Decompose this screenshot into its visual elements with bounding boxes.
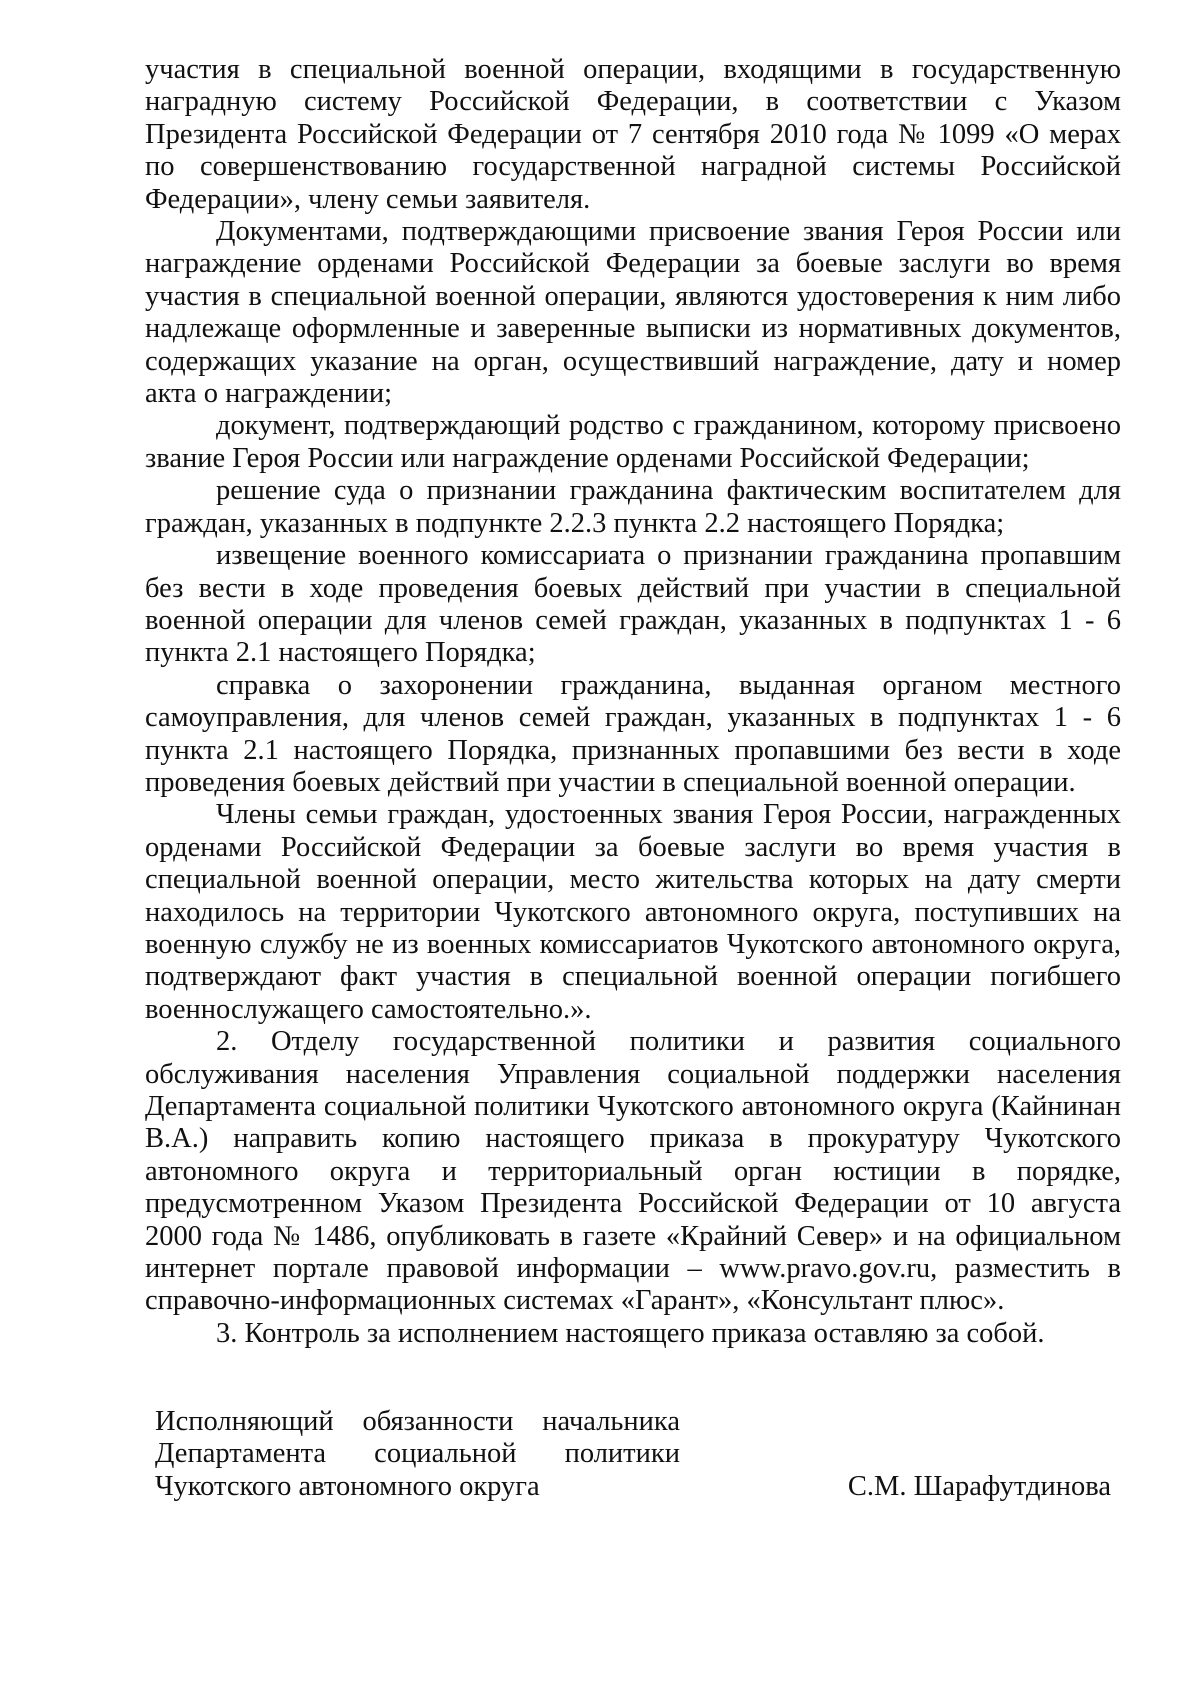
paragraph-missing-notice: извещение военного комиссариата о признании гражданина пропавшим без вести в ходе проведения боевых действий при участии в специальной военной операции для членов семей граждан, указанных в подпунктах 1 - 6 пункта 2.1 настоящего Порядка; (145, 540, 1121, 669)
paragraph-burial-certificate: справка о захоронении гражданина, выданная органом местного самоуправления, для членов семей граждан, указанных в подпунктах 1 - 6 пункта 2.1 настоящего Порядка, признанных пропавшими без вести в ходе проведения боевых действий при участии в специальной военной операции. (145, 669, 1121, 798)
signatory-title-line: Департамента социальной политики (155, 1438, 680, 1470)
signatory-name: С.М. Шарафутдинова (847, 1470, 1111, 1502)
order-body-text (145, 54, 1121, 1350)
signatory-title-line: Чукотского автономного округа (155, 1470, 540, 1502)
paragraph-family-members: Члены семьи граждан, удостоенных звания Героя России, награжденных орденами Российской Федерации за боевые заслуги во время участия в специальной военной операции, место жительства которых на дату смерти находилось на территории Чукотского автономного округа, поступивших на военную службу не из военных комиссариатов Чукотского автономного округа, подтверждают факт участия в специальной военной операции погибшего военнослужащего самостоятельно.». (145, 799, 1121, 1025)
signatory-title-line: Исполняющий обязанности начальника (155, 1406, 680, 1437)
paragraph-continuation: участия в специальной военной операции, входящими в государственную наградную систему Российской Федерации, в соответствии с Указом Президента Российской Федерации от 7 сентября 2010 года № 1099 «О мерах по совершенствованию государственной наградной системы Российской Федерации», члену семьи заявителя. (145, 54, 1121, 215)
paragraph-kinship-document: документ, подтверждающий родство с гражданином, которому присвоено звание Героя России или награждение орденами Российской Федерации; (145, 410, 1121, 474)
signatory-title (155, 1406, 680, 1503)
signature-block (155, 1406, 1121, 1503)
paragraph-award-documents: Документами, подтверждающими присвоение звания Героя России или награждение орденами Российской Федерации за боевые заслуги во время участия в специальной военной операции, являются удостоверения к ним либо надлежаще оформленные и заверенные выписки из нормативных документов, содержащих указание на орган, осуществивший награждение, дату и номер акта о награждении; (145, 216, 1121, 410)
paragraph-court-decision: решение суда о признании гражданина фактическим воспитателем для граждан, указанных в подпункте 2.2.3 пункта 2.2 настоящего Порядка; (145, 475, 1121, 539)
paragraph-item-3: 3. Контроль за исполнением настоящего приказа оставляю за собой. (216, 1317, 1045, 1349)
paragraph-item-2: 2. Отделу государственной политики и развития социального обслуживания населения Управления социальной поддержки населения Департамента социальной политики Чукотского автономного округа (Кайнинан В.А.) направить копию настоящего приказа в прокуратуру Чукотского автономного округа и территориальный орган юстиции в порядке, предусмотренном Указом Президента Российской Федерации от 10 августа 2000 года № 1486, опубликовать в газете «Крайний Север» и на официальном интернет портале правовой информации – www.pravo.gov.ru, разместить в справочно-информационных системах «Гарант», «Консультант плюс». (145, 1026, 1121, 1317)
